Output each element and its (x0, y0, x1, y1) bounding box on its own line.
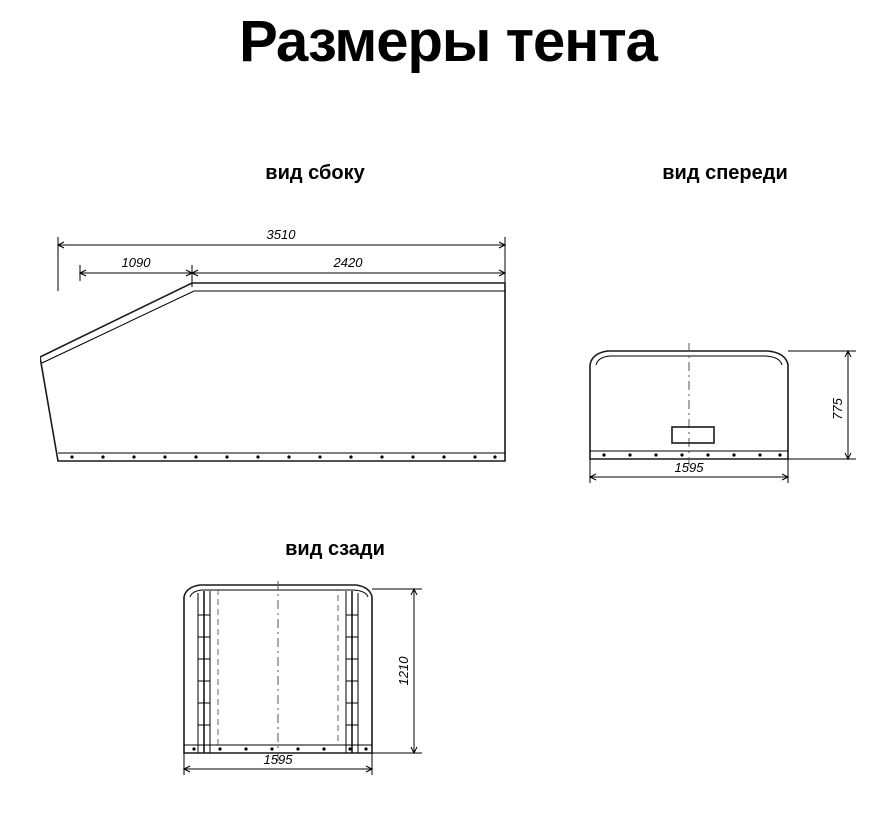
eyelet-row-rear (192, 747, 367, 750)
view-label-side: вид сбоку (265, 162, 365, 184)
dimension-rear-flat (192, 255, 505, 281)
drawing-side-view (40, 225, 520, 480)
rear-left-panel (198, 591, 210, 753)
drawing-rear-view (160, 575, 460, 795)
dimension-total-length-value: 3510 (266, 227, 296, 242)
dimension-front-height-value: 775 (830, 398, 845, 420)
dimension-rear-width (184, 752, 372, 775)
dimension-rear-height-value: 1210 (396, 656, 411, 686)
dimension-rear-width-value: 1595 (263, 752, 293, 767)
dimension-total-length (58, 227, 505, 253)
dimension-front-width-value: 1595 (674, 460, 704, 475)
dimension-front-slope-value: 1090 (121, 255, 151, 270)
view-label-front: вид спереди (662, 162, 788, 184)
dimension-front-height (788, 351, 856, 459)
dimension-front-slope (80, 255, 192, 281)
eyelet-row-front (602, 453, 781, 456)
dimension-rear-height (372, 589, 422, 753)
view-label-rear: вид сзади (285, 538, 385, 560)
rear-right-panel (346, 591, 358, 753)
dimension-front-width (590, 459, 788, 483)
dimension-rear-flat-value: 2420 (333, 255, 363, 270)
eyelet-row-side (70, 455, 496, 458)
front-flap (672, 427, 714, 443)
page-title: Размеры тента (239, 9, 657, 74)
drawing-front-view (560, 335, 880, 510)
